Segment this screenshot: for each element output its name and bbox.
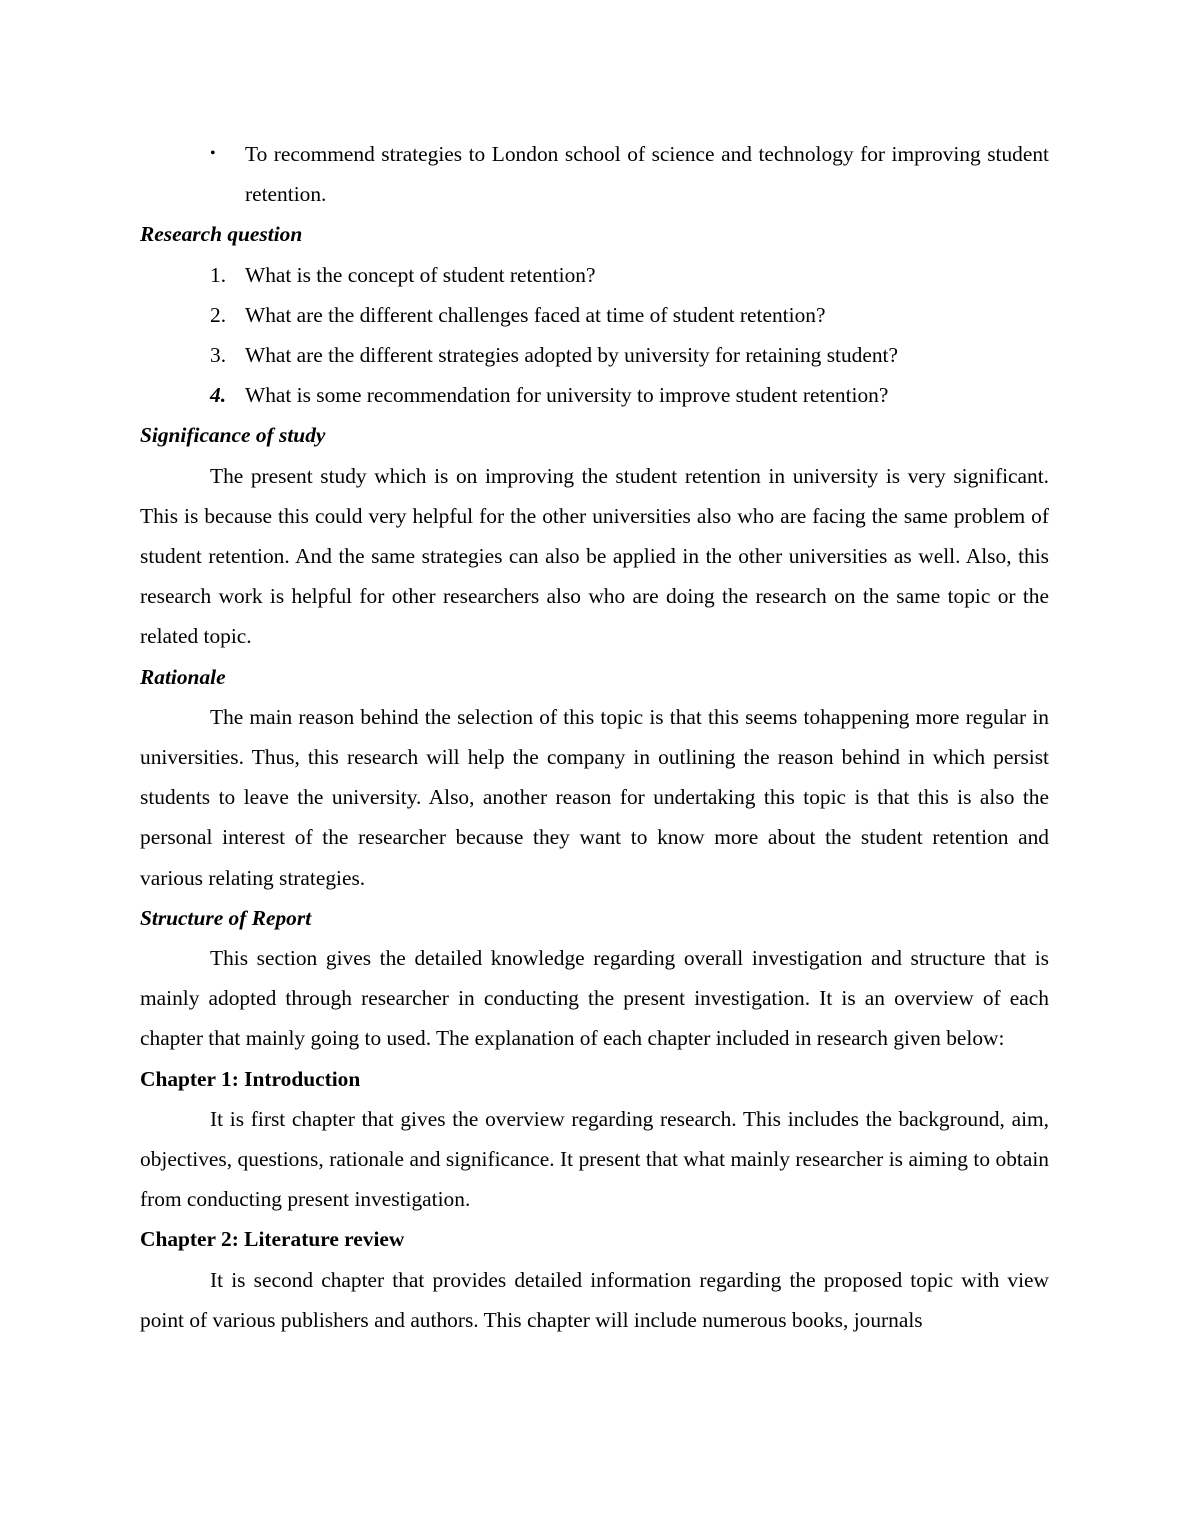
structure-paragraph: This section gives the detailed knowledge regarding overall investigation and structure that is mainly adopted through researcher in conducting the present investigation. It is an overview of each chapter that mainly going to used. The explanation of each chapter included in research given below: [140, 946, 1049, 1051]
list-item-text: What are the different strategies adopted by university for retaining student? [245, 343, 898, 368]
list-item [140, 335, 1049, 375]
research-question-heading: Research question [140, 222, 303, 247]
significance-heading: Significance of study [140, 423, 326, 448]
list-item [140, 375, 1049, 415]
objective-text: To recommend strategies to London school of science and technology for improving student retention. [245, 142, 1049, 207]
objective-bullet-item [140, 134, 1049, 214]
list-item-text: What is the concept of student retention? [245, 262, 596, 287]
structure-heading: Structure of Report [140, 905, 312, 930]
chapter-2-paragraph: It is second chapter that provides detailed information regarding the proposed topic with view point of various publishers and authors. This chapter will include numerous books, journals [140, 1267, 1049, 1332]
list-item-number: 4. [210, 383, 227, 408]
significance-paragraph: The present study which is on improving the student retention in university is very significant. This is because this could very helpful for the other universities also who are facing the same problem of student retention. And the same strategies can also be applied in the other universities as well. Also, this research work is helpful for other researchers also who are doing the research on the same topic or the related topic. [140, 463, 1049, 649]
rationale-heading: Rationale [140, 664, 226, 689]
research-question-list [140, 255, 1049, 416]
list-item [140, 295, 1049, 335]
list-item-number: 1. [210, 262, 227, 287]
chapter-1-paragraph: It is first chapter that gives the overview regarding research. This includes the background, aim, objectives, questions, rationale and significance. It present that what mainly researcher is aiming to obtain from conducting present investigation. [140, 1106, 1049, 1212]
list-item-number: 3. [210, 343, 227, 368]
bullet-icon: • [210, 145, 216, 162]
document-page [140, 134, 1049, 1340]
rationale-paragraph: The main reason behind the selection of this topic is that this seems tohappening more regular in universities. Thus, this research will help the company in outlining the reason behind in which persist students to leave the university. Also, another reason for undertaking this topic is that this is also the personal interest of the researcher because they want to know more about the student retention and various relating strategies. [140, 704, 1049, 890]
list-item-text: What are the different challenges faced at time of student retention? [245, 302, 826, 327]
list-item [140, 255, 1049, 295]
chapter-1-heading: Chapter 1: Introduction [140, 1066, 361, 1091]
chapter-2-heading: Chapter 2: Literature review [140, 1227, 405, 1252]
list-item-number: 2. [210, 302, 227, 327]
list-item-text: What is some recommendation for university to improve student retention? [245, 383, 889, 408]
